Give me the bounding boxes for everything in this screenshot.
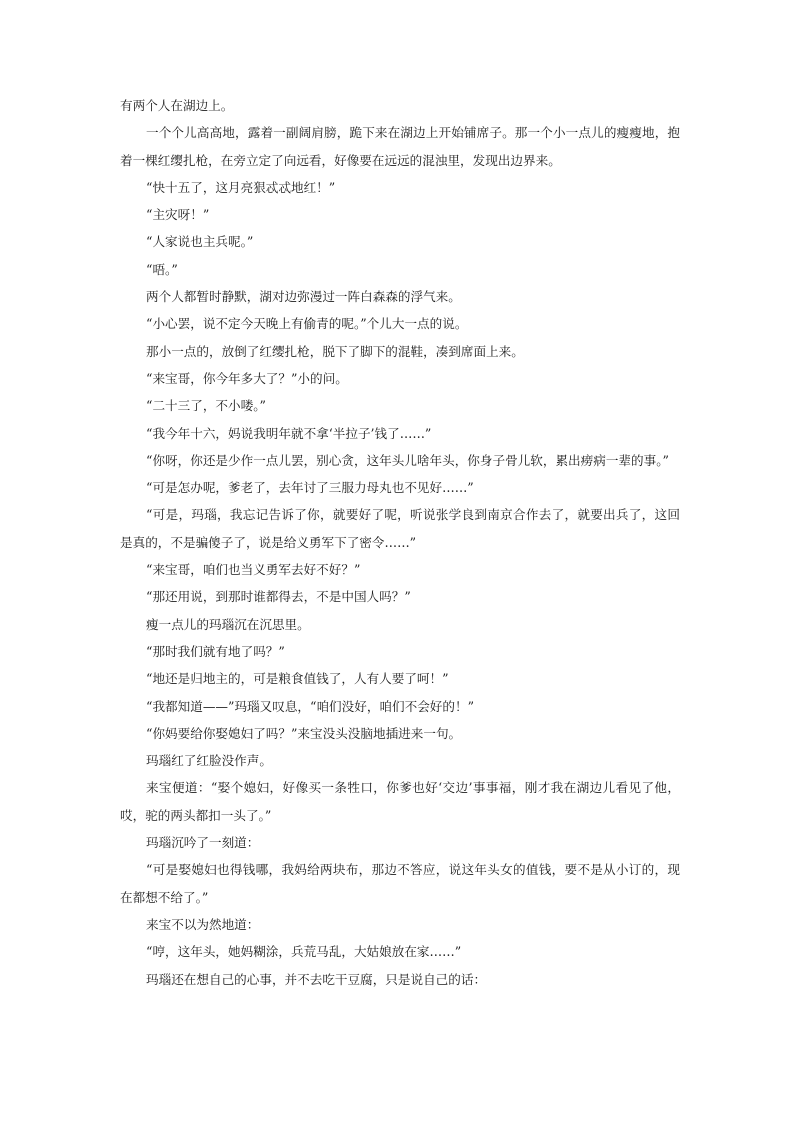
dialogue-line: “快十五了，这月亮狠忒忒地红！” [146,179,336,195]
dialogue-line: “你呀，你还是少作一点儿罢，别心贪，这年头儿啥年头，你身子骨儿软，累出痨病一辈的事。” [146,452,669,468]
dialogue-line: “那还用说，到那时谁都得去，不是中国人吗？” [146,589,411,605]
paragraph-opening: 有两个人在湖边上。 [120,98,234,113]
narration-line: 两个人都暂时静默，湖对边弥漫过一阵白森森的浮气来。 [146,289,461,305]
dialogue-line: “可是怎办呢，爹老了，去年讨了三服力母丸也不见好……” [146,480,474,496]
dialogue-line: “可是，玛瑙，我忘记告诉了你，就要好了呢，听说张学良到南京合作去了，就要出兵了，这回是真的，不是骗傻子了，说是给义勇军下了密令……” [120,507,680,550]
dialogue-line: “小心罢，说不定今天晚上有偷青的呢。”个儿大一点的说。 [146,316,468,332]
dialogue-line: “可是娶媳妇也得钱哪，我妈给两块布，那边不答应，说这年头女的值钱，要不是从小订的，现在都想不给了。” [120,862,680,905]
dialogue-line: “主灾呀！” [146,207,210,223]
dialogue-line: “唔。” [146,261,178,277]
dialogue-line: “哼，这年头，她妈糊涂，兵荒马乱，大姑娘放在家……” [146,944,462,960]
dialogue-line: “二十三了，不小喽。” [146,398,266,414]
narration-line: 瘦一点儿的玛瑙沉在沉思里。 [146,616,310,632]
dialogue-line: “那时我们就有地了吗？” [146,643,285,659]
dialogue-line: “人家说也主兵呢。” [146,234,254,250]
dialogue-line: “我都知道——”玛瑙又叹息，“咱们没好，咱们不会好的！” [146,698,475,714]
dialogue-line: “我今年十六，妈说我明年就不拿‘半拉子’钱了……” [146,425,432,441]
body-text [120,92,680,993]
narration-line: 来宝不以为然地道： [146,916,260,932]
dialogue-line: “地还是归地主的，可是粮食值钱了，人有人要了呵！” [146,671,449,687]
dialogue-line: “来宝哥，你今年多大了？”小的问。 [146,370,348,386]
narration-line: 那小一点的，放倒了红缨扎枪，脱下了脚下的混鞋，凑到席面上来。 [146,343,524,359]
paragraph-scene: 一个个儿高高地，露着一副阔肩膀，跪下来在湖边上开始铺席子。那一个小一点儿的瘦瘦地，抱着一棵红缨扎枪，在旁立定了向远看，好像要在远远的混浊里，发现出边界来。 [120,125,680,168]
dialogue-line: “来宝哥，咱们也当义勇军去好不好？” [146,562,361,578]
dialogue-line: “你妈要给你娶媳妇了吗？”来宝没头没脑地插进来一句。 [146,725,462,741]
narration-line: 玛瑙沉吟了一刻道： [146,835,260,851]
narration-line: 玛瑙红了红脸没作声。 [146,753,272,769]
narration-line: 玛瑙还在想自己的心事，并不去吃干豆腐，只是说自己的话： [146,971,487,987]
dialogue-line: 来宝便道：“娶个媳妇，好像买一条牲口，你爹也好‘交边’事事福，刚才我在湖边儿看见了他，哎，驼的两头都扣一头了。” [120,780,680,823]
